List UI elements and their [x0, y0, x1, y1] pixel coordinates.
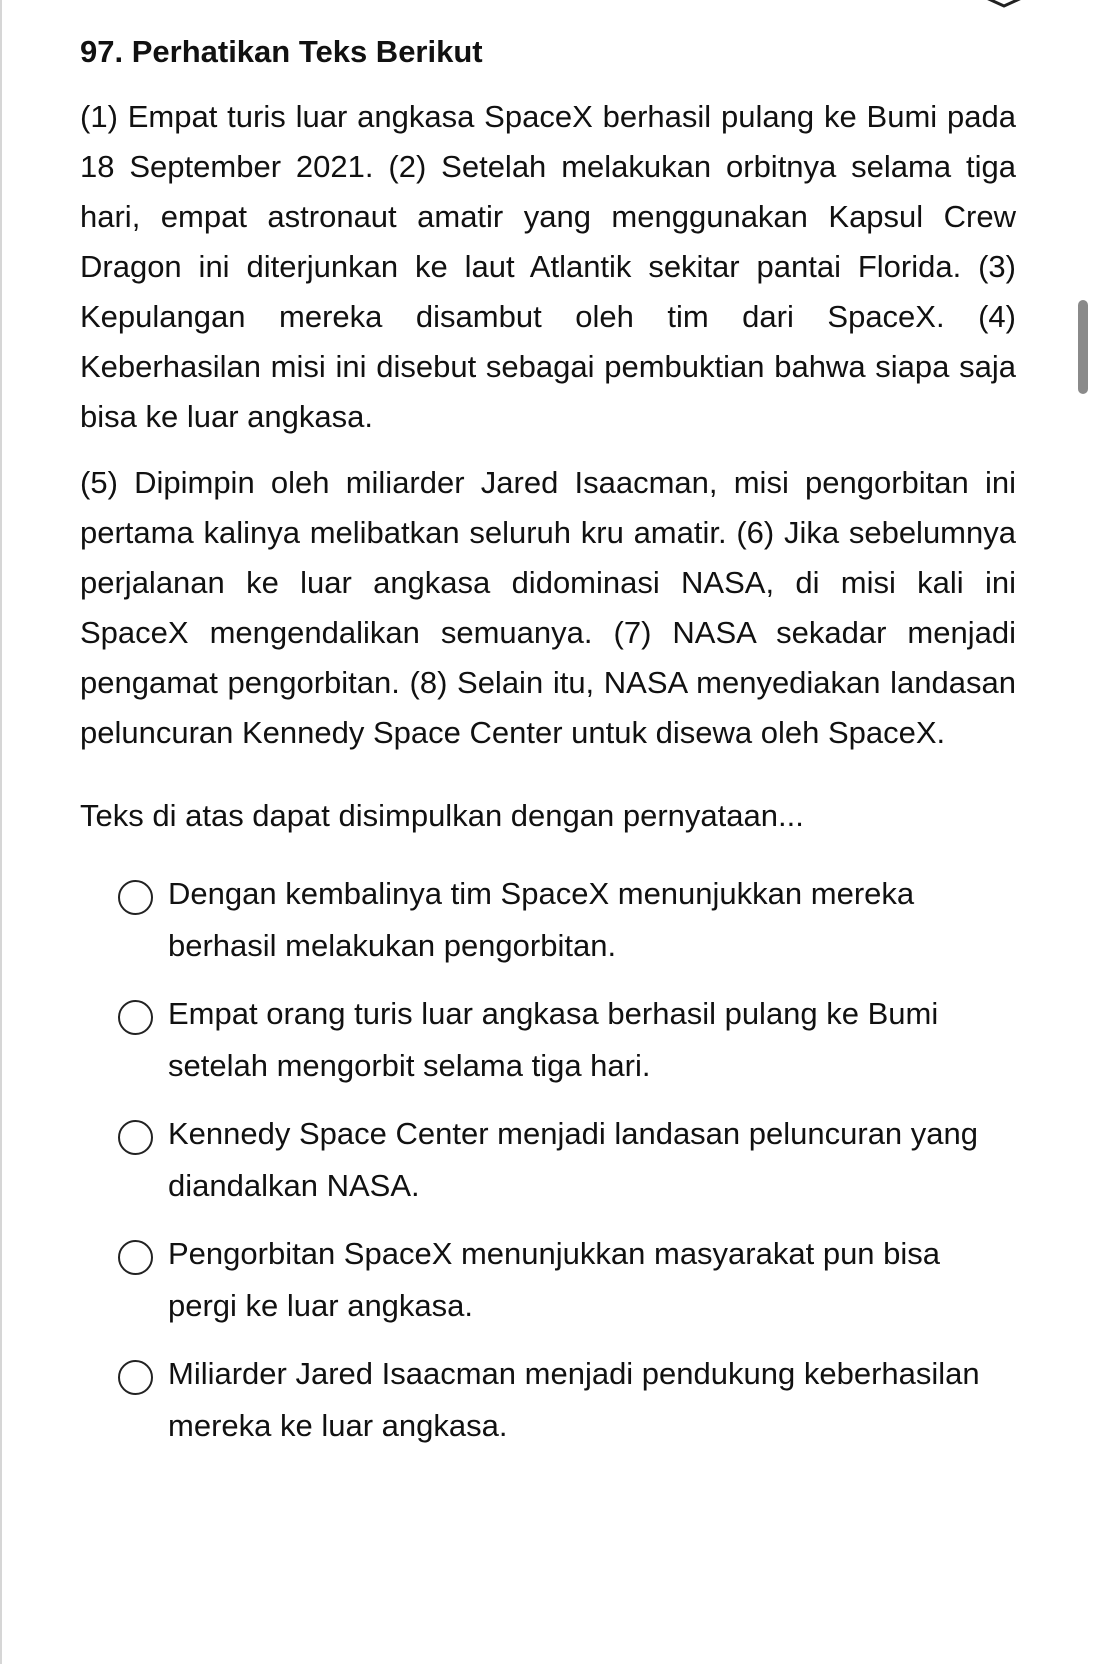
answer-option-1[interactable] [80, 868, 1016, 972]
answer-option-5[interactable] [80, 1348, 1016, 1452]
radio-button-icon[interactable] [118, 1000, 153, 1035]
answer-option-4[interactable] [80, 1228, 1016, 1332]
radio-button-icon[interactable] [118, 880, 153, 915]
question-prompt: Teks di atas dapat disimpulkan dengan pernyataan... [80, 798, 804, 833]
answer-option-text: Dengan kembalinya tim SpaceX menunjukkan mereka berhasil melakukan pengorbitan. [168, 876, 915, 963]
answer-option-text: Pengorbitan SpaceX menunjukkan masyarakat pun bisa pergi ke luar angkasa. [168, 1236, 941, 1323]
radio-button-icon[interactable] [118, 1120, 153, 1155]
answer-option-text: Miliarder Jared Isaacman menjadi pendukung keberhasilan mereka ke luar angkasa. [168, 1356, 980, 1443]
chevron-down-icon[interactable] [980, 0, 1028, 8]
answer-option-3[interactable] [80, 1108, 1016, 1212]
answer-option-text: Empat orang turis luar angkasa berhasil pulang ke Bumi setelah mengorbit selama tiga hari. [168, 996, 939, 1083]
passage-paragraph-2: (5) Dipimpin oleh miliarder Jared Isaacman, misi pengorbitan ini pertama kalinya melibatkan seluruh kru amatir. (6) Jika sebelumnya perjalanan ke luar angkasa didominasi NASA, di misi kali ini SpaceX mengendalikan semuanya. (7) NASA sekadar menjadi pengamat pengorbitan. (8) Selain itu, NASA menyediakan landasan peluncuran Kennedy Space Center untuk disewa oleh SpaceX. [80, 465, 1016, 750]
answer-option-2[interactable] [80, 988, 1016, 1092]
scrollbar-thumb[interactable] [1078, 300, 1088, 394]
left-divider [0, 0, 2, 1664]
radio-button-icon[interactable] [118, 1240, 153, 1275]
question-content [80, 30, 1016, 1468]
answer-option-text: Kennedy Space Center menjadi landasan peluncuran yang diandalkan NASA. [168, 1116, 979, 1203]
answer-options [80, 868, 1016, 1452]
passage-paragraph-1: (1) Empat turis luar angkasa SpaceX berhasil pulang ke Bumi pada 18 September 2021. (2) Setelah melakukan orbitnya selama tiga hari, empat astronaut amatir yang menggunakan Kapsul Crew Dragon ini diterjunkan ke laut Atlantik sekitar pantai Florida. (3) Kepulangan mereka disambut oleh tim dari SpaceX. (4) Keberhasilan misi ini disebut sebagai pembuktian bahwa siapa saja bisa ke luar angkasa. [80, 99, 1016, 434]
question-title: 97. Perhatikan Teks Berikut [80, 34, 483, 69]
radio-button-icon[interactable] [118, 1360, 153, 1395]
